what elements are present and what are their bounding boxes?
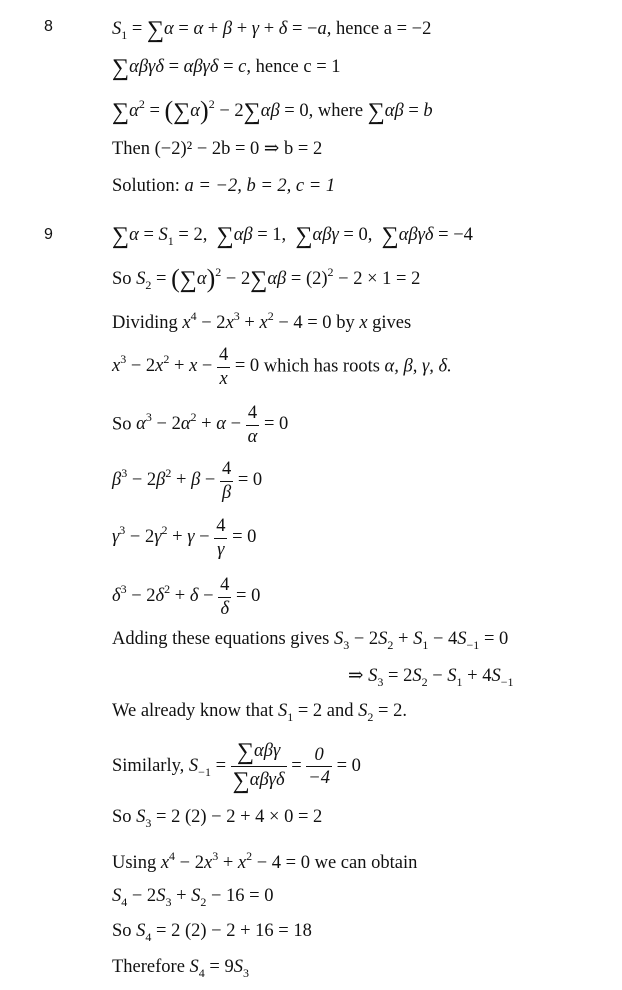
- q9-line-implies-s3: ⇒ $S_3 = 2S_2 - S_1 + 4S_{-1}$: [348, 666, 514, 689]
- q8-hence-a: , hence a = −2: [326, 19, 432, 39]
- q9-dividing: Dividing: [112, 313, 178, 333]
- q8-line-sum-alpha: $S_1 = \sum\alpha = \alpha + \beta + \gamma + \delta = -a$, hence a = −2: [112, 17, 432, 43]
- question-number-9: 9: [44, 226, 53, 243]
- q9-we-can-obtain: we can obtain: [314, 853, 418, 873]
- q9-line-s4-value: So $S_4 = 2$ (2) − 2 + 16 = 18: [112, 921, 312, 944]
- q9-line-s4-relation: $S_4 - 2S_3 + S_2 - 16 = 0$: [112, 886, 274, 909]
- q9-using: Using: [112, 853, 157, 873]
- q9-gives: gives: [372, 313, 412, 333]
- q9-line-using: Using $x^4 - 2x^3 + x^2 - 4 = 0$ we can obtain: [112, 849, 418, 873]
- q8-solution-values: a = −2, b = 2, c = 1: [184, 176, 336, 196]
- q8-where: , where: [308, 101, 368, 121]
- q9-and: and: [326, 701, 354, 721]
- q9-line-already: We already know that $S_1 = 2$ and $S_2 = 2$.: [112, 701, 407, 724]
- q9-so-3: So: [112, 807, 132, 827]
- question-number-8: 8: [44, 18, 53, 35]
- q9-so-1: So: [112, 269, 132, 289]
- q9-line-s2: So $S_2 = (\sum\alpha)^2 - 2\sum\alpha\beta = (2)^2 - 2 \times 1 = 2$: [112, 264, 421, 293]
- q9-line-cubic-alpha: So $\alpha^3 - 2\alpha^2 + \alpha$ − $\frac{4}{\alpha}$ = 0: [112, 403, 289, 447]
- q9-already-know: We already know that: [112, 701, 274, 721]
- q9-line-cubic-delta: $\delta^3 - 2\delta^2 + \delta$ − $\frac{4}{\delta}$ = 0: [112, 575, 261, 619]
- q8-line-product: ∑αβγδ = αβγδ = c, hence c = 1: [112, 55, 341, 81]
- q9-line-adding: Adding these equations gives $S_3 - 2S_2 + S_1 - 4S_{-1} = 0$: [112, 629, 509, 652]
- q9-line-therefore: Therefore $S_4 = 9S_3$: [112, 957, 249, 980]
- q9-line-dividing: Dividing $x^4 - 2x^3 + x^2 - 4 = 0$ by x gives: [112, 309, 412, 333]
- q9-line-cubic-beta: $\beta^3 - 2\beta^2 + \beta$ − $\frac{4}{\beta}$ = 0: [112, 459, 263, 503]
- q8-line-sum-squares: $\sum\alpha^2 = (\sum\alpha)^2 - 2\sum\alpha\beta = 0$, where ∑αβ = b: [112, 96, 433, 125]
- q9-line-cubic-x: $x^3 - 2x^2 + x$ − $\frac{4}{x}$ = 0 which has roots α, β, γ, δ.: [112, 345, 452, 389]
- q8-hence-c: , hence c = 1: [246, 57, 341, 77]
- q9-line-symmetric-sums: $\sum\alpha = S_1 = 2$, ∑αβ = 1, ∑αβγ = 0, ∑αβγδ = −4: [112, 223, 473, 249]
- q9-line-s3-value: So $S_3 = 2$ (2) − 2 + 4 × 0 = 2: [112, 807, 323, 830]
- q8-solution-label: Solution:: [112, 176, 180, 196]
- q9-therefore: Therefore: [112, 957, 185, 977]
- q9-adding: Adding these equations gives: [112, 629, 330, 649]
- q9-which-has-roots: which has roots: [263, 356, 380, 377]
- q8-line-then: Then (−2)² − 2b = 0 ⇒ b = 2: [112, 139, 323, 159]
- q9-line-cubic-gamma: $\gamma^3 - 2\gamma^2 + \gamma$ − $\frac{4}{\gamma}$ = 0: [112, 516, 257, 560]
- q9-similarly: Similarly,: [112, 755, 185, 776]
- q9-by: by: [336, 313, 355, 333]
- q9-so-2: So: [112, 414, 132, 435]
- q9-so-4: So: [112, 921, 132, 941]
- q9-line-similarly: Similarly, $S_{-1}$ = $\frac{\text{∑αβγ}}{\text{∑αβγδ}}$ = $\frac{0}{-4}$ = 0: [112, 739, 361, 794]
- q8-line-solution: [112, 177, 335, 196]
